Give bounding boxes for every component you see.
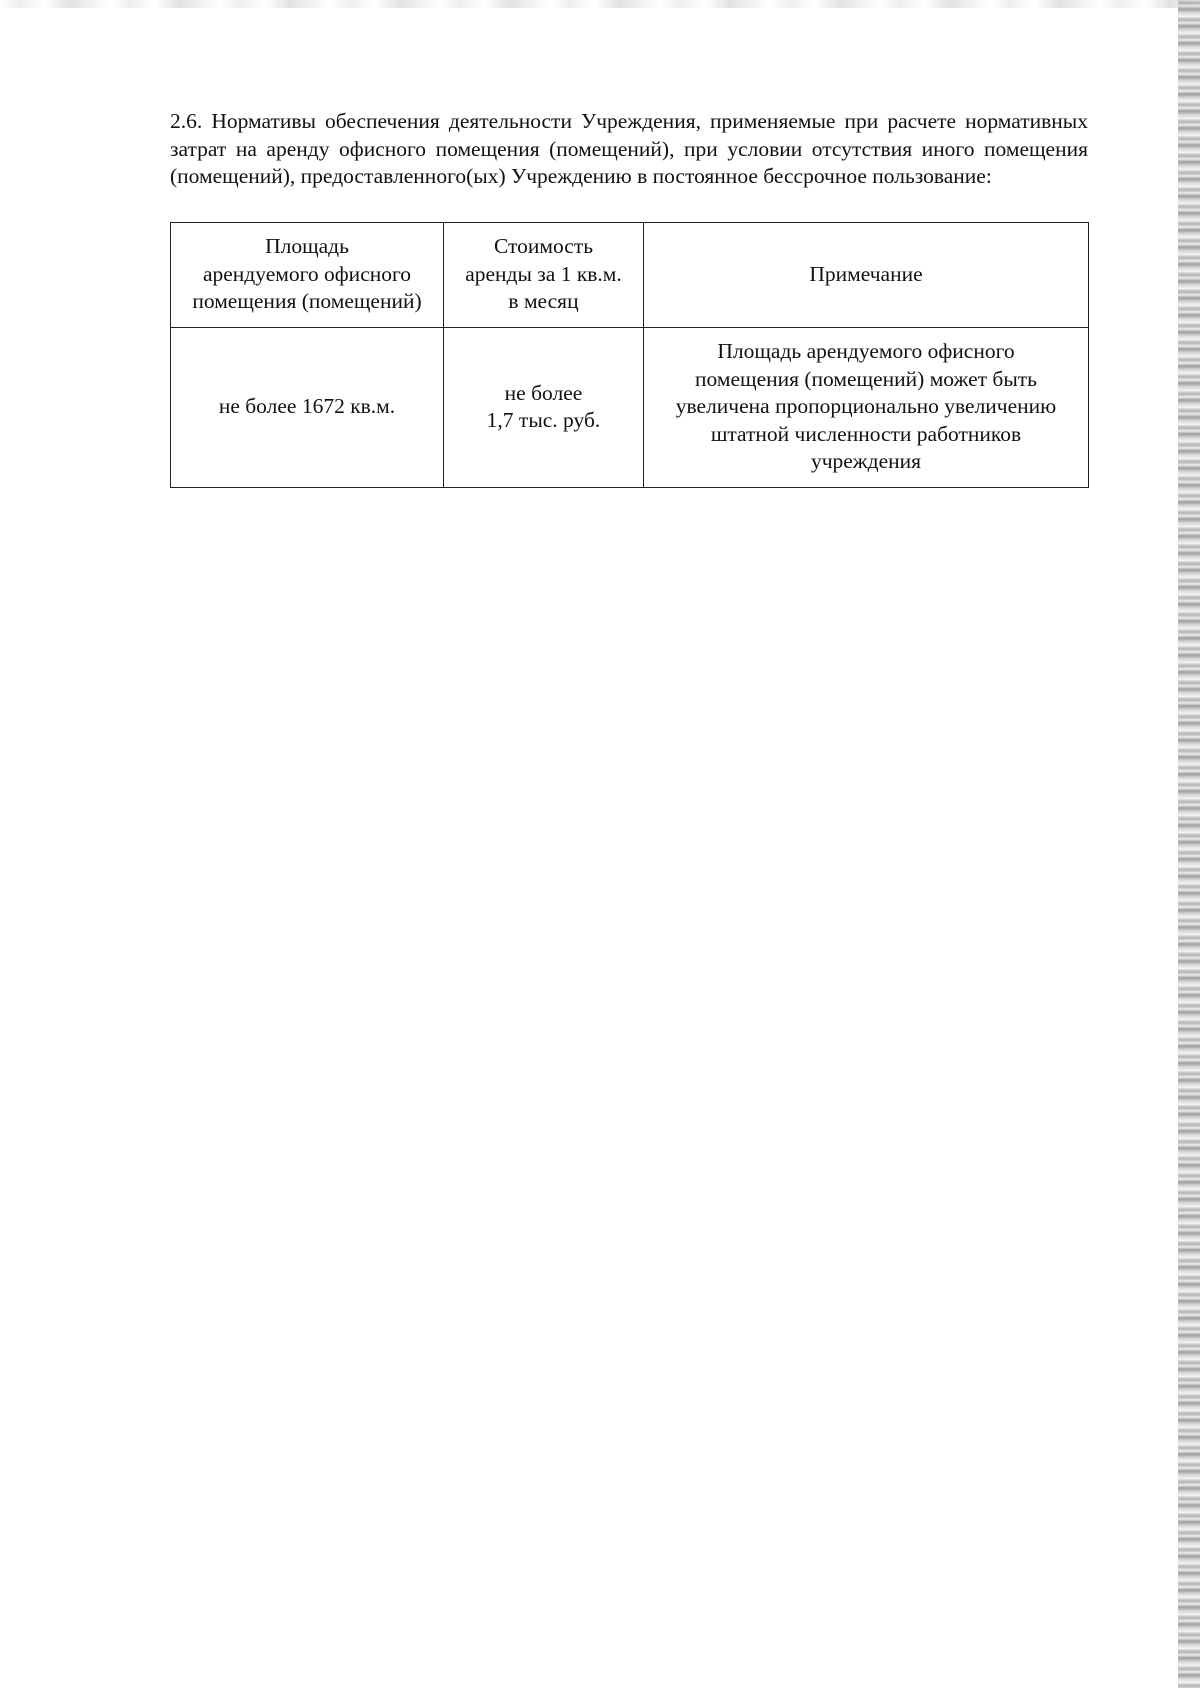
cell-area: не более 1672 кв.м. — [171, 327, 444, 487]
cell-note: Площадь арендуемого офисного помещения (помещений) может быть увеличена пропорционально увеличению штатной численности работников учреждения — [644, 327, 1089, 487]
header-area: Площадь арендуемого офисного помещения (помещений) — [171, 222, 444, 327]
scan-edge-right — [1178, 0, 1200, 1688]
table-header-row — [171, 222, 1089, 327]
norms-table — [170, 222, 1089, 488]
cell-cost: не более 1,7 тыс. руб. — [444, 327, 644, 487]
table-row — [171, 327, 1089, 487]
document-page — [170, 108, 1088, 488]
section-paragraph: 2.6. Нормативы обеспечения деятельности Учреждения, применяемые при расчете нормативных затрат на аренду офисного помещения (помещений), при условии отсутствия иного помещения (помещений), предоставленного(ых) Учреждению в постоянное бессрочное пользование: — [170, 109, 1088, 188]
scan-edge-top — [0, 0, 1200, 8]
header-cost: Стоимость аренды за 1 кв.м. в месяц — [444, 222, 644, 327]
header-note: Примечание — [644, 222, 1089, 327]
